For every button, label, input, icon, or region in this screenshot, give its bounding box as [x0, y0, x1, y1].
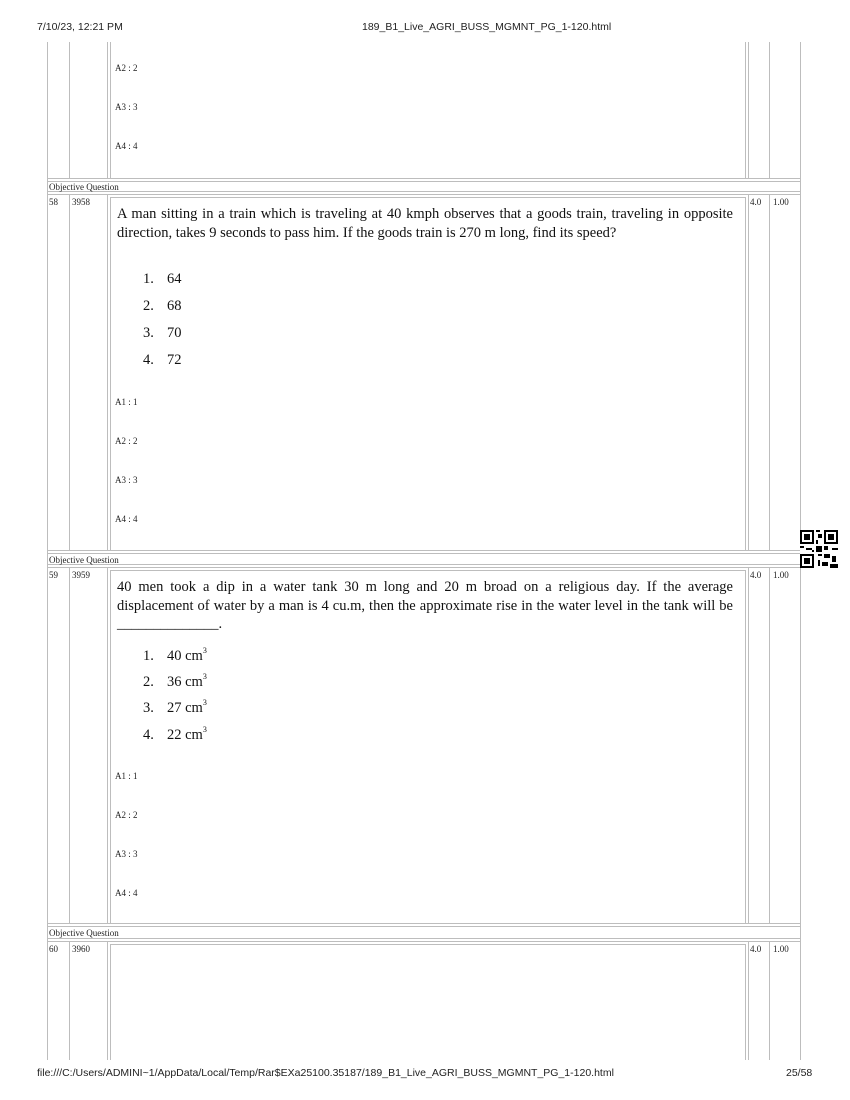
- question-text: 40 men took a dip in a water tank 30 m long and 20 m broad on a religious day. If the average displacement of water by a man is 4 cu.m, then the approximate rise in the water level in the tank will be ______________.: [117, 579, 733, 632]
- answer-line: A1 : 1: [115, 771, 138, 781]
- answer-line: A3 : 3: [115, 849, 138, 859]
- question-marks: 4.0: [750, 570, 762, 580]
- option-item: 2. 68: [143, 298, 182, 314]
- print-datetime: 7/10/23, 12:21 PM: [37, 21, 123, 33]
- question-marks: 4.0: [750, 944, 762, 954]
- question-type-label: Objective Question: [49, 928, 119, 938]
- question-negative-marks: 1.00: [773, 197, 789, 207]
- file-path: file:///C:/Users/ADMINI~1/AppData/Local/Temp/Rar$EXa25100.35187/189_B1_Live_AGRI_BUSS_MGMNT_PG_1-120.html: [37, 1067, 614, 1079]
- question-sno: 59: [49, 570, 58, 580]
- question-id: 3958: [72, 197, 90, 207]
- answer-line: A3 : 3: [115, 102, 138, 112]
- answer-line: A4 : 4: [115, 514, 138, 524]
- question-sno: 60: [49, 944, 58, 954]
- option-item: 3. 27 $cm^3$: [143, 698, 207, 716]
- answer-line: A4 : 4: [115, 888, 138, 898]
- question-type-label: Objective Question: [49, 182, 119, 192]
- question-id: 3959: [72, 570, 90, 580]
- print-filename: 189_B1_Live_AGRI_BUSS_MGMNT_PG_1-120.html: [362, 21, 612, 33]
- option-item: 1. 64: [143, 271, 182, 287]
- option-item: 2. 36 $cm^3$: [143, 672, 207, 690]
- question-id: 3960: [72, 944, 90, 954]
- option-item: 1. 40 $cm^3$: [143, 646, 207, 664]
- question-text: A man sitting in a train which is traveling at 40 kmph observes that a goods train, traveling in opposite direction, takes 9 seconds to pass him. If the goods train is 270 m long, find its speed?: [117, 206, 733, 241]
- question-negative-marks: 1.00: [773, 570, 789, 580]
- question-sno: 58: [49, 197, 58, 207]
- question-marks: 4.0: [750, 197, 762, 207]
- option-item: 4. 22 $cm^3$: [143, 725, 207, 743]
- question-type-label: Objective Question: [49, 555, 119, 565]
- answer-line: A3 : 3: [115, 475, 138, 485]
- answer-line: A2 : 2: [115, 436, 138, 446]
- page-number: 25/58: [786, 1067, 813, 1079]
- answer-line: A2 : 2: [115, 63, 138, 73]
- option-item: 3. 70: [143, 325, 182, 341]
- option-item: 4. 72: [143, 352, 182, 368]
- qr-code-icon: [800, 530, 838, 568]
- question-negative-marks: 1.00: [773, 944, 789, 954]
- answer-line: A1 : 1: [115, 397, 138, 407]
- answer-line: A2 : 2: [115, 810, 138, 820]
- answer-line: A4 : 4: [115, 141, 138, 151]
